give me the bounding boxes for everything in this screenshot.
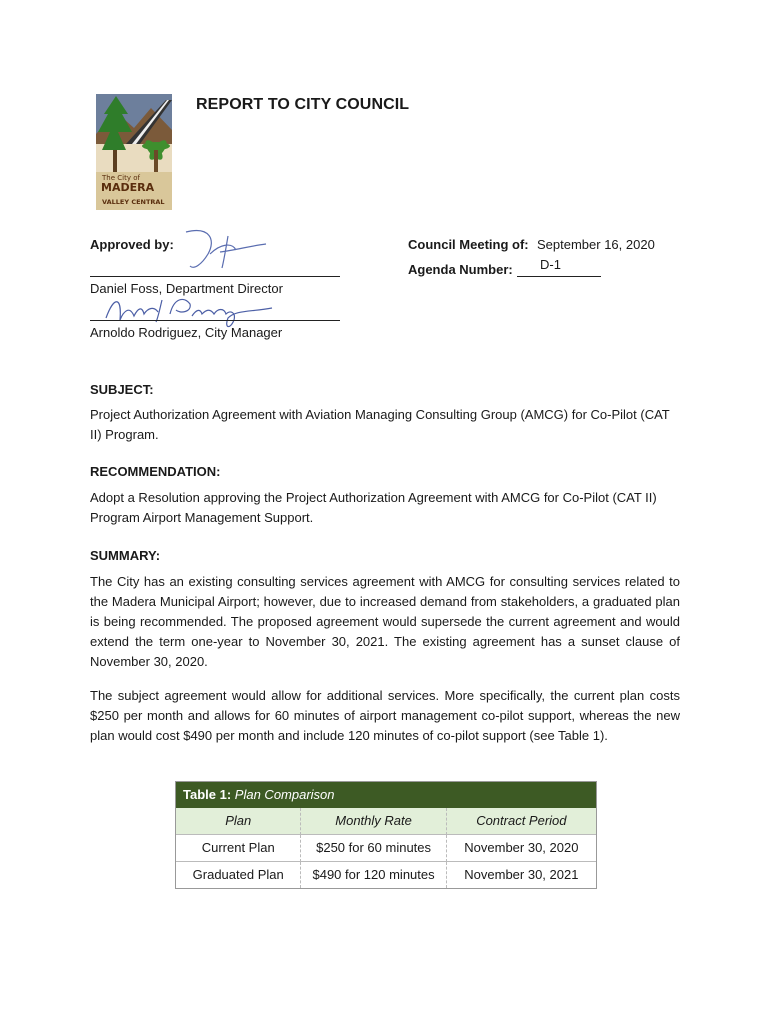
table-caption: [176, 782, 596, 808]
director-signature-line: [90, 276, 340, 277]
column-header-contract-period: Contract Period: [447, 808, 596, 835]
table-header-row: [176, 808, 596, 835]
recommendation-heading: RECOMMENDATION:: [90, 464, 221, 479]
plan-comparison-table: [175, 781, 597, 889]
subject-text: Project Authorization Agreement with Aviation Managing Consulting Group (AMCG) for Co-Pilot (CAT II) Program.: [90, 407, 670, 442]
svg-text:The City of: The City of: [102, 174, 140, 182]
city-of-madera-logo: [96, 94, 172, 210]
director-name: Daniel Foss, Department Director: [90, 281, 283, 296]
manager-name: Arnoldo Rodriguez, City Manager: [90, 325, 283, 340]
table-caption-label: Table 1:: [183, 787, 232, 802]
summary-paragraph-2: The subject agreement would allow for additional services. More specifically, the current plan costs $250 per month and allows for 60 minutes of airport management co-pilot support, whereas the new plan would cost $490 per month and include 120 minutes of co-pilot support (see Table 1).: [90, 688, 680, 743]
column-header-plan: Plan: [176, 808, 301, 835]
table-cell: Current Plan: [176, 835, 301, 862]
summary-paragraph-1: The City has an existing consulting services agreement with AMCG for consulting services related to the Madera Municipal Airport; however, due to increased demand from stakeholders, a graduated plan is being recommended. The proposed agreement would supersede the current agreement and would extend the term one-year to November 30, 2021. The existing agreement has a sunset clause of November 30, 2020.: [90, 574, 680, 669]
table-row: [176, 835, 596, 862]
subject-heading: SUBJECT:: [90, 382, 154, 397]
table-cell: $250 for 60 minutes: [301, 835, 446, 862]
agenda-number-value: D-1: [540, 257, 561, 272]
logo-graphic: [96, 94, 172, 210]
summary-heading: SUMMARY:: [90, 548, 161, 563]
table-cell: November 30, 2020: [447, 835, 596, 862]
recommendation-text: Adopt a Resolution approving the Project Authorization Agreement with AMCG for Co-Pilot (CAT II) Program Airport Management Support.: [90, 490, 657, 525]
table-cell: $490 for 120 minutes: [301, 862, 446, 888]
table-cell: Graduated Plan: [176, 862, 301, 888]
svg-text:VALLEY CENTRAL: VALLEY CENTRAL: [102, 198, 165, 206]
column-header-monthly-rate: Monthly Rate: [301, 808, 446, 835]
table-cell: November 30, 2021: [464, 867, 579, 882]
svg-text:MADERA: MADERA: [101, 181, 155, 194]
council-meeting-date: September 16, 2020: [537, 237, 655, 252]
report-title: REPORT TO CITY COUNCIL: [196, 96, 410, 113]
council-meeting-label: Council Meeting of:: [408, 237, 529, 252]
table-caption-title: Plan Comparison: [234, 787, 335, 802]
agenda-number-line: [517, 276, 601, 277]
agenda-number-label: Agenda Number:: [408, 262, 513, 277]
director-signature: [180, 224, 270, 274]
manager-signature-line: [90, 320, 340, 321]
approved-by-label: Approved by:: [90, 237, 174, 252]
table-row: [176, 862, 596, 888]
